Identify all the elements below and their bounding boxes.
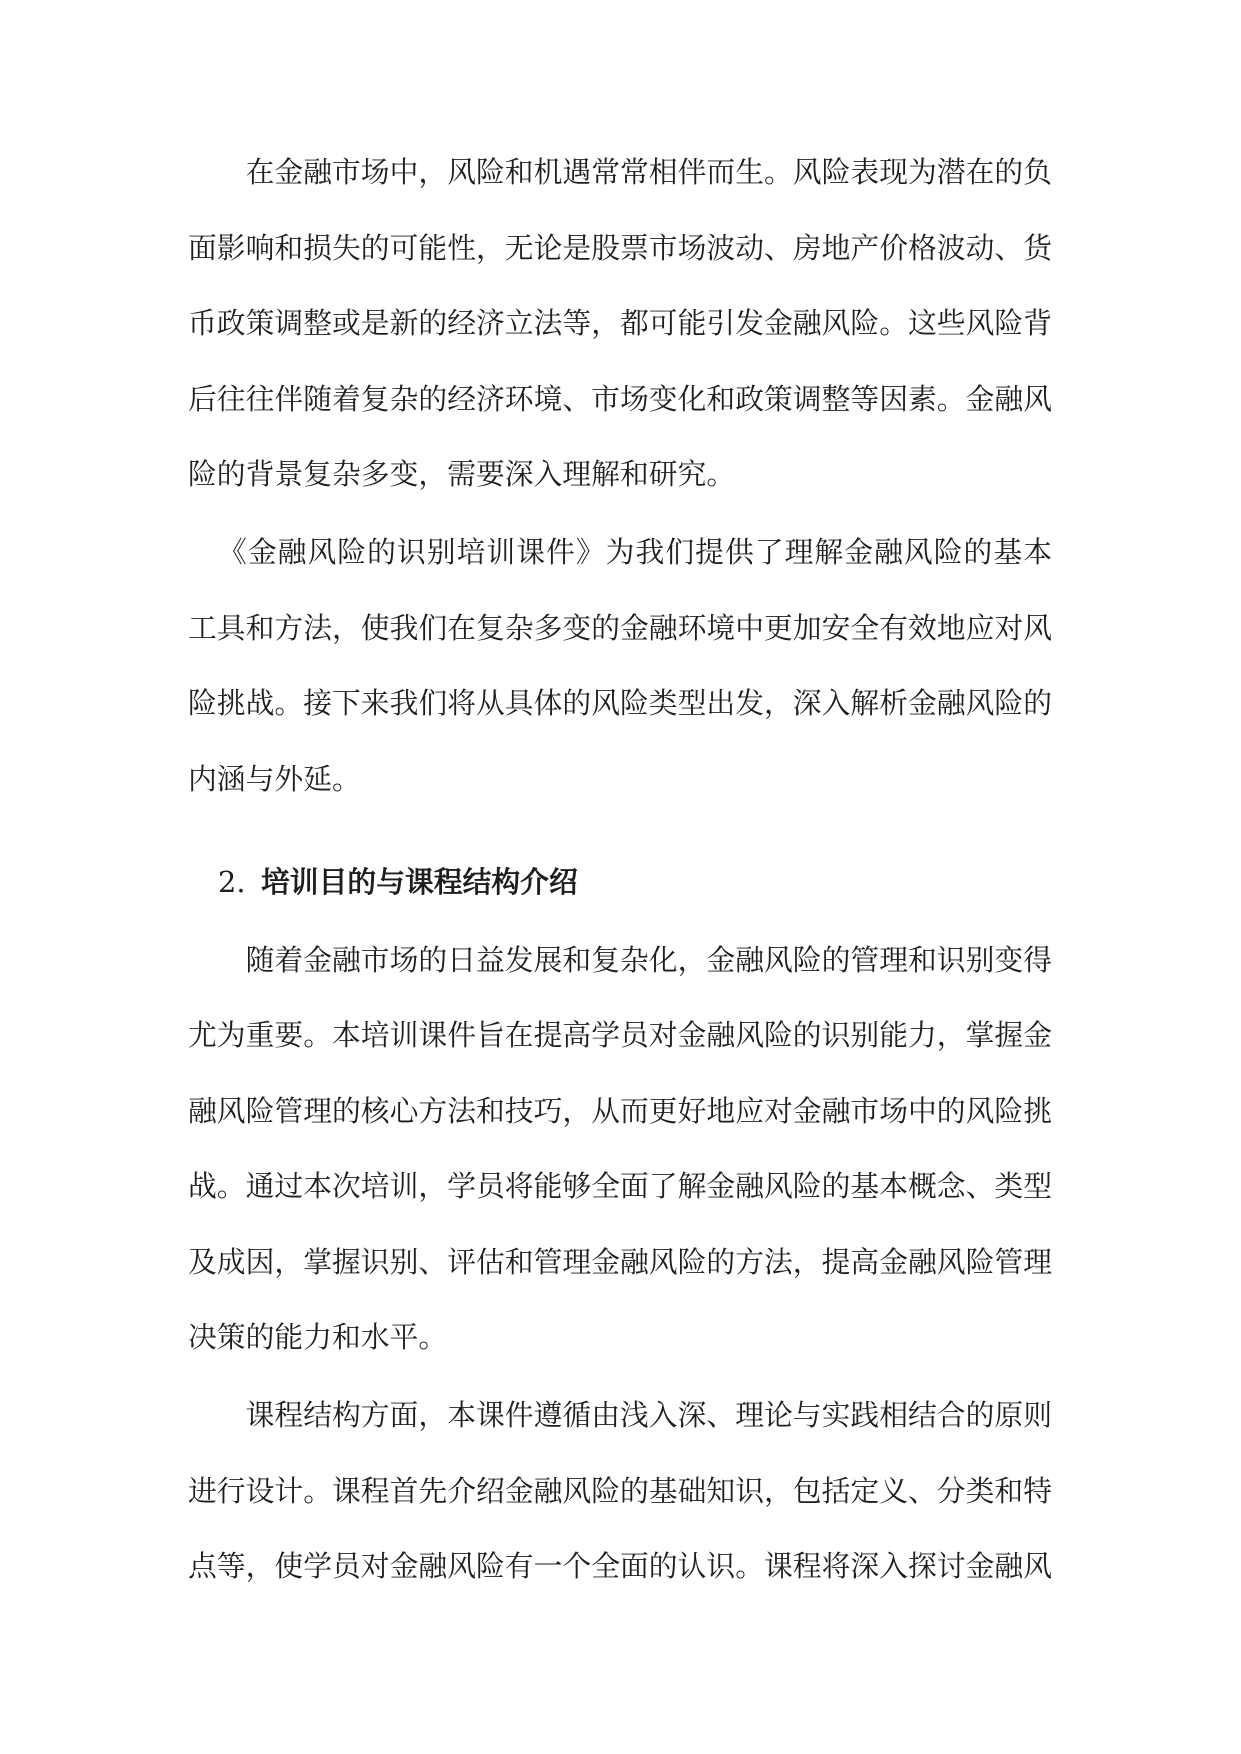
paragraph-course-structure [188, 1378, 1052, 1605]
paragraph-line: 尤为重要。本培训课件旨在提高学员对金融风险的识别能力，掌握金 [188, 1018, 1052, 1053]
paragraph-financial-risk-background [188, 135, 1052, 513]
section-heading [188, 845, 1052, 921]
paragraph-line: 随着金融市场的日益发展和复杂化，金融风险的管理和识别变得 [245, 942, 1052, 977]
paragraph-line: 《金融风险的识别培训课件》为我们提供了理解金融风险的基本 [218, 535, 1052, 570]
paragraph-line: 战。通过本次培训，学员将能够全面了解金融风险的基本概念、类型 [188, 1169, 1052, 1204]
paragraph-line: 币政策调整或是新的经济立法等，都可能引发金融风险。这些风险背 [188, 306, 1052, 341]
paragraph-line: 险的背景复杂多变，需要深入理解和研究。 [188, 457, 736, 492]
paragraph-line: 点等，使学员对金融风险有一个全面的认识。课程将深入探讨金融风 [188, 1549, 1052, 1584]
paragraph-line: 进行设计。课程首先介绍金融风险的基础知识，包括定义、分类和特 [188, 1473, 1052, 1508]
paragraph-line: 工具和方法，使我们在复杂多变的金融环境中更加安全有效地应对风 [188, 610, 1052, 645]
paragraph-line: 险挑战。接下来我们将从具体的风险类型出发，深入解析金融风险的 [188, 686, 1052, 721]
section-number: 2. [218, 864, 246, 899]
paragraph-line: 后往往伴随着复杂的经济环境、市场变化和政策调整等因素。金融风 [188, 381, 1052, 416]
paragraph-line: 在金融市场中，风险和机遇常常相伴而生。风险表现为潜在的负 [245, 155, 1052, 190]
paragraph-training-goals [188, 923, 1052, 1376]
paragraph-line: 内涵与外延。 [188, 761, 361, 796]
document-body [188, 135, 1052, 1607]
paragraph-courseware-intro [188, 515, 1052, 817]
paragraph-line: 及成因，掌握识别、评估和管理金融风险的方法，提高金融风险管理 [188, 1244, 1052, 1279]
paragraph-line: 决策的能力和水平。 [188, 1320, 448, 1355]
paragraph-line: 融风险管理的核心方法和技巧，从而更好地应对金融市场中的风险挑 [188, 1093, 1052, 1128]
section-title: 培训目的与课程结构介绍 [261, 864, 578, 899]
paragraph-line: 课程结构方面，本课件遵循由浅入深、理论与实践相结合的原则 [245, 1398, 1052, 1433]
paragraph-line: 面影响和损失的可能性，无论是股票市场波动、房地产价格波动、货 [188, 230, 1052, 265]
